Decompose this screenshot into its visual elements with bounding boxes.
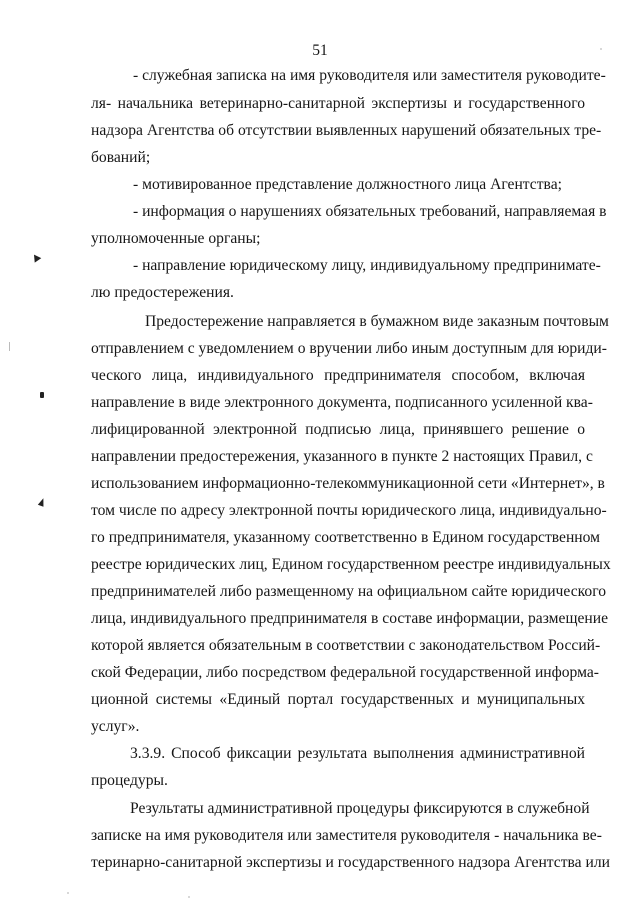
section-heading-line: 3.3.9. Способ фиксации результата выполнения административной bbox=[130, 745, 585, 762]
scan-punch-mark bbox=[40, 392, 44, 398]
text-line: отправлением с уведомлением о вручении либо иным доступным для юриди- bbox=[91, 340, 607, 357]
text-line: - информация о нарушениях обязательных требований, направляемая в bbox=[133, 203, 607, 220]
section-heading-line: процедуры. bbox=[91, 772, 168, 789]
text-line: использованием информационно-телекоммуникационной сети «Интернет», в bbox=[91, 475, 605, 492]
scan-speck bbox=[67, 892, 69, 894]
text-line: Результаты административной процедуры фиксируются в служебной bbox=[130, 800, 590, 817]
text-line: го предпринимателя, указанному соответственно в Едином государственном bbox=[91, 529, 601, 546]
text-line: направлении предостережения, указанного в пункте 2 настоящих Правил, с bbox=[91, 448, 593, 465]
text-line: лифицированной электронной подписью лица, принявшего решение о bbox=[91, 421, 585, 438]
text-line: - направление юридическому лицу, индивидуальному предпринимате- bbox=[133, 257, 601, 274]
text-line: теринарно-санитарной экспертизы и государственного надзора Агентства или bbox=[91, 854, 610, 871]
text-line: том числе по адресу электронной почты юридического лица, индивидуально- bbox=[91, 502, 607, 519]
text-line: бований; bbox=[91, 149, 151, 166]
scan-edge-mark bbox=[9, 342, 10, 351]
text-line: записке на имя руководителя или заместителя руководителя - начальника ве- bbox=[91, 827, 602, 844]
text-line: надзора Агентства об отсутствии выявленных нарушений обязательных тре- bbox=[91, 122, 602, 139]
text-line: ционной системы «Единый портал государственных и муниципальных bbox=[91, 691, 585, 708]
text-line: - мотивированное представление должностного лица Агентства; bbox=[133, 176, 562, 193]
text-line: реестре юридических лиц, Едином государственном реестре индивидуальных bbox=[91, 556, 611, 573]
text-line: ческого лица, индивидуального предпринимателя способом, включая bbox=[91, 367, 585, 384]
text-line: которой является обязательным в соответствии с законодательством Россий- bbox=[91, 637, 601, 654]
page-number: 51 bbox=[312, 42, 328, 59]
text-line: уполномоченные органы; bbox=[91, 230, 261, 247]
scan-speck bbox=[188, 896, 190, 898]
text-line: услуг». bbox=[91, 718, 140, 735]
text-line: лица, индивидуального предпринимателя в составе информации, размещение bbox=[91, 610, 608, 627]
text-line: предпринимателей либо размещенному на официальном сайте юридического bbox=[91, 583, 607, 600]
text-line: лю предостережения. bbox=[91, 284, 234, 301]
text-line: направление в виде электронного документа, подписанного усиленной ква- bbox=[91, 394, 593, 411]
text-line: ля- начальника ветеринарно-санитарной экспертизы и государственного bbox=[91, 95, 585, 112]
text-line: Предостережение направляется в бумажном виде заказным почтовым bbox=[145, 313, 609, 330]
text-line: - служебная записка на имя руководителя или заместителя руководите- bbox=[133, 67, 606, 84]
scan-speck bbox=[600, 48, 602, 50]
scan-punch-mark bbox=[31, 252, 42, 262]
scan-punch-mark bbox=[38, 497, 46, 507]
text-line: ской Федерации, либо посредством федеральной государственной информа- bbox=[91, 664, 599, 681]
